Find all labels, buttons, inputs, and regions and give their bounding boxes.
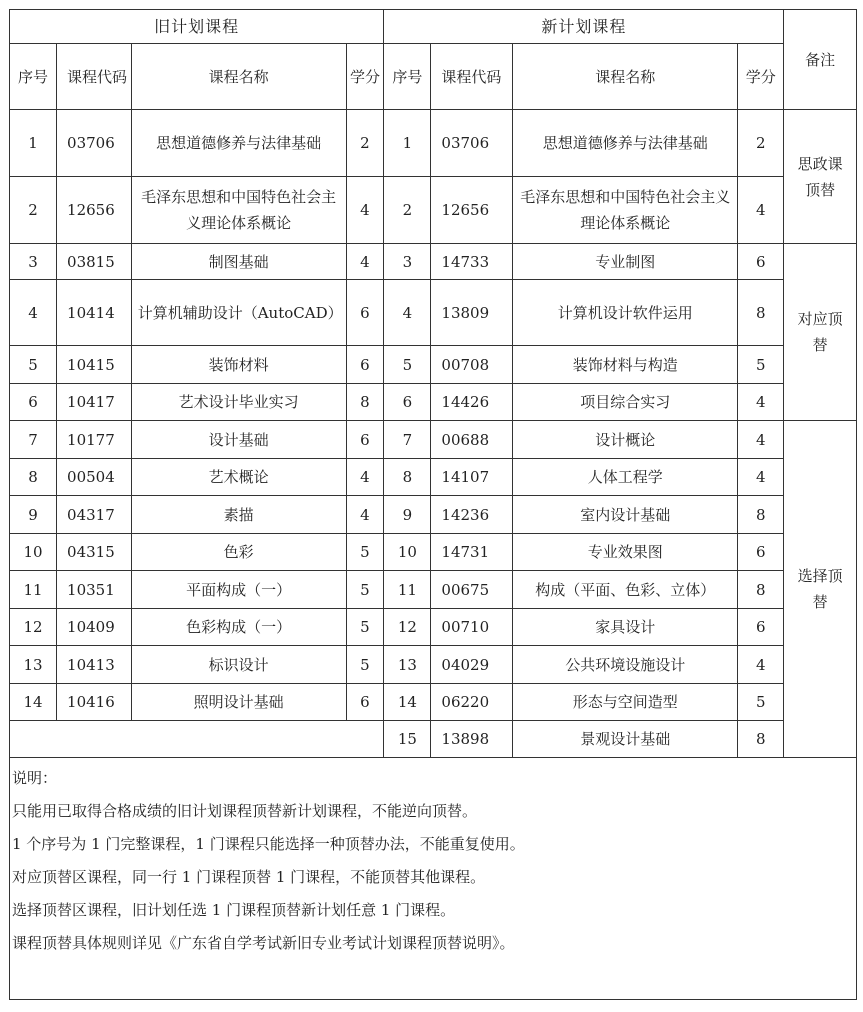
table-row	[10, 280, 857, 346]
old-name: 色彩	[131, 534, 346, 571]
old-credit: 6	[346, 421, 384, 459]
table-row	[10, 177, 857, 244]
new-code: 00688	[431, 421, 513, 459]
old-credit: 6	[346, 346, 384, 384]
new-name: 专业制图	[513, 244, 738, 280]
new-code: 14107	[431, 459, 513, 496]
old-name: 思想道德修养与法律基础	[131, 110, 346, 177]
note-line: 1 个序号为 1 门完整课程，1 门课程只能选择一种顶替办法，不能重复使用。	[12, 835, 525, 853]
table-row	[10, 459, 857, 496]
table-row	[10, 534, 857, 571]
old-code: 10416	[57, 684, 132, 721]
old-plan-header: 旧计划课程	[10, 10, 384, 44]
old-seq: 7	[10, 421, 57, 459]
old-name: 计算机辅助设计（AutoCAD）	[131, 280, 346, 346]
old-credit-header: 学分	[346, 44, 384, 110]
old-code: 10177	[57, 421, 132, 459]
old-name: 标识设计	[131, 646, 346, 684]
new-seq: 12	[384, 609, 431, 646]
table-row	[10, 496, 857, 534]
old-name-header: 课程名称	[131, 44, 346, 110]
new-credit: 5	[738, 684, 784, 721]
remark-header: 备注	[784, 10, 857, 110]
old-name: 平面构成（一）	[131, 571, 346, 609]
old-seq: 3	[10, 244, 57, 280]
old-code: 12656	[57, 177, 132, 244]
old-credit: 8	[346, 384, 384, 421]
old-seq: 2	[10, 177, 57, 244]
new-name: 构成（平面、色彩、立体）	[513, 571, 738, 609]
old-code: 10415	[57, 346, 132, 384]
old-seq: 1	[10, 110, 57, 177]
old-code: 10351	[57, 571, 132, 609]
old-code: 04317	[57, 496, 132, 534]
note-line: 课程顶替具体规则详见《广东省自学考试新旧专业考试计划课程顶替说明》。	[12, 934, 515, 952]
table-row	[10, 571, 857, 609]
old-seq: 11	[10, 571, 57, 609]
new-code: 06220	[431, 684, 513, 721]
old-credit: 5	[346, 571, 384, 609]
new-seq: 13	[384, 646, 431, 684]
old-name: 装饰材料	[131, 346, 346, 384]
new-name-header: 课程名称	[513, 44, 738, 110]
note-line: 选择顶替区课程，旧计划任选 1 门课程顶替新计划任意 1 门课程。	[12, 901, 456, 919]
new-credit: 2	[738, 110, 784, 177]
old-name: 设计基础	[131, 421, 346, 459]
notes-title: 说明：	[12, 769, 58, 787]
new-credit: 5	[738, 346, 784, 384]
old-credit: 5	[346, 646, 384, 684]
old-seq: 6	[10, 384, 57, 421]
notes-cell	[10, 758, 857, 1000]
table-row	[10, 684, 857, 721]
remark-group-1: 思政课顶替	[784, 110, 857, 244]
new-credit: 6	[738, 244, 784, 280]
remark-group-3: 选择顶替	[784, 421, 857, 758]
new-credit: 4	[738, 421, 784, 459]
new-credit: 8	[738, 280, 784, 346]
table-row	[10, 421, 857, 459]
old-credit: 6	[346, 684, 384, 721]
old-credit: 2	[346, 110, 384, 177]
note-line: 只能用已取得合格成绩的旧计划课程顶替新计划课程，不能逆向顶替。	[12, 802, 478, 820]
new-seq: 2	[384, 177, 431, 244]
new-code: 14236	[431, 496, 513, 534]
new-credit: 4	[738, 646, 784, 684]
old-seq-header: 序号	[10, 44, 57, 110]
course-substitution-table	[9, 9, 857, 1000]
old-code: 10413	[57, 646, 132, 684]
old-name: 制图基础	[131, 244, 346, 280]
table-row	[10, 244, 857, 280]
old-seq: 4	[10, 280, 57, 346]
column-header-row	[10, 44, 857, 110]
new-seq-header: 序号	[384, 44, 431, 110]
new-credit: 8	[738, 496, 784, 534]
new-seq: 8	[384, 459, 431, 496]
old-code: 10409	[57, 609, 132, 646]
new-code: 13898	[431, 721, 513, 758]
new-seq: 7	[384, 421, 431, 459]
new-credit: 8	[738, 571, 784, 609]
old-name: 照明设计基础	[131, 684, 346, 721]
new-name: 家具设计	[513, 609, 738, 646]
old-credit: 4	[346, 496, 384, 534]
new-name: 装饰材料与构造	[513, 346, 738, 384]
new-seq: 3	[384, 244, 431, 280]
old-code-header: 课程代码	[57, 44, 132, 110]
new-code: 14426	[431, 384, 513, 421]
old-name: 艺术设计毕业实习	[131, 384, 346, 421]
old-credit: 5	[346, 534, 384, 571]
old-seq: 8	[10, 459, 57, 496]
new-code: 00710	[431, 609, 513, 646]
new-credit: 8	[738, 721, 784, 758]
new-code: 13809	[431, 280, 513, 346]
table-row	[10, 721, 857, 758]
new-name: 毛泽东思想和中国特色社会主义理论体系概论	[513, 177, 738, 244]
old-code: 00504	[57, 459, 132, 496]
new-code: 04029	[431, 646, 513, 684]
new-seq: 14	[384, 684, 431, 721]
new-code: 00675	[431, 571, 513, 609]
table-row	[10, 346, 857, 384]
new-name: 人体工程学	[513, 459, 738, 496]
new-plan-header: 新计划课程	[384, 10, 784, 44]
old-seq: 5	[10, 346, 57, 384]
new-name: 室内设计基础	[513, 496, 738, 534]
new-credit: 4	[738, 459, 784, 496]
old-code: 03815	[57, 244, 132, 280]
old-code: 10414	[57, 280, 132, 346]
remark-group-2: 对应顶替	[784, 244, 857, 421]
old-seq: 10	[10, 534, 57, 571]
new-name: 项目综合实习	[513, 384, 738, 421]
new-name: 设计概论	[513, 421, 738, 459]
table-row	[10, 384, 857, 421]
new-code: 14731	[431, 534, 513, 571]
old-seq: 14	[10, 684, 57, 721]
new-seq: 4	[384, 280, 431, 346]
old-seq: 13	[10, 646, 57, 684]
new-code: 12656	[431, 177, 513, 244]
old-credit: 4	[346, 459, 384, 496]
new-credit: 4	[738, 384, 784, 421]
new-seq: 5	[384, 346, 431, 384]
old-code: 03706	[57, 110, 132, 177]
new-credit-header: 学分	[738, 44, 784, 110]
old-credit: 5	[346, 609, 384, 646]
new-code: 03706	[431, 110, 513, 177]
new-credit: 6	[738, 534, 784, 571]
plan-header-row	[10, 10, 857, 44]
new-seq: 9	[384, 496, 431, 534]
old-credit: 6	[346, 280, 384, 346]
new-seq: 11	[384, 571, 431, 609]
new-code: 00708	[431, 346, 513, 384]
old-name: 色彩构成（一）	[131, 609, 346, 646]
new-seq: 6	[384, 384, 431, 421]
new-name: 景观设计基础	[513, 721, 738, 758]
old-credit: 4	[346, 177, 384, 244]
old-name: 毛泽东思想和中国特色社会主义理论体系概论	[131, 177, 346, 244]
old-empty-cell	[10, 721, 384, 758]
new-name: 公共环境设施设计	[513, 646, 738, 684]
new-name: 思想道德修养与法律基础	[513, 110, 738, 177]
new-code: 14733	[431, 244, 513, 280]
notes-row	[10, 758, 857, 1000]
new-seq: 15	[384, 721, 431, 758]
new-credit: 6	[738, 609, 784, 646]
new-seq: 10	[384, 534, 431, 571]
new-code-header: 课程代码	[431, 44, 513, 110]
table-row	[10, 110, 857, 177]
old-name: 素描	[131, 496, 346, 534]
old-code: 04315	[57, 534, 132, 571]
new-seq: 1	[384, 110, 431, 177]
new-name: 形态与空间造型	[513, 684, 738, 721]
note-line: 对应顶替区课程，同一行 1 门课程顶替 1 门课程，不能顶替其他课程。	[12, 868, 486, 886]
old-credit: 4	[346, 244, 384, 280]
old-code: 10417	[57, 384, 132, 421]
new-name: 专业效果图	[513, 534, 738, 571]
table-row	[10, 609, 857, 646]
old-name: 艺术概论	[131, 459, 346, 496]
new-credit: 4	[738, 177, 784, 244]
new-name: 计算机设计软件运用	[513, 280, 738, 346]
old-seq: 12	[10, 609, 57, 646]
table-row	[10, 646, 857, 684]
old-seq: 9	[10, 496, 57, 534]
